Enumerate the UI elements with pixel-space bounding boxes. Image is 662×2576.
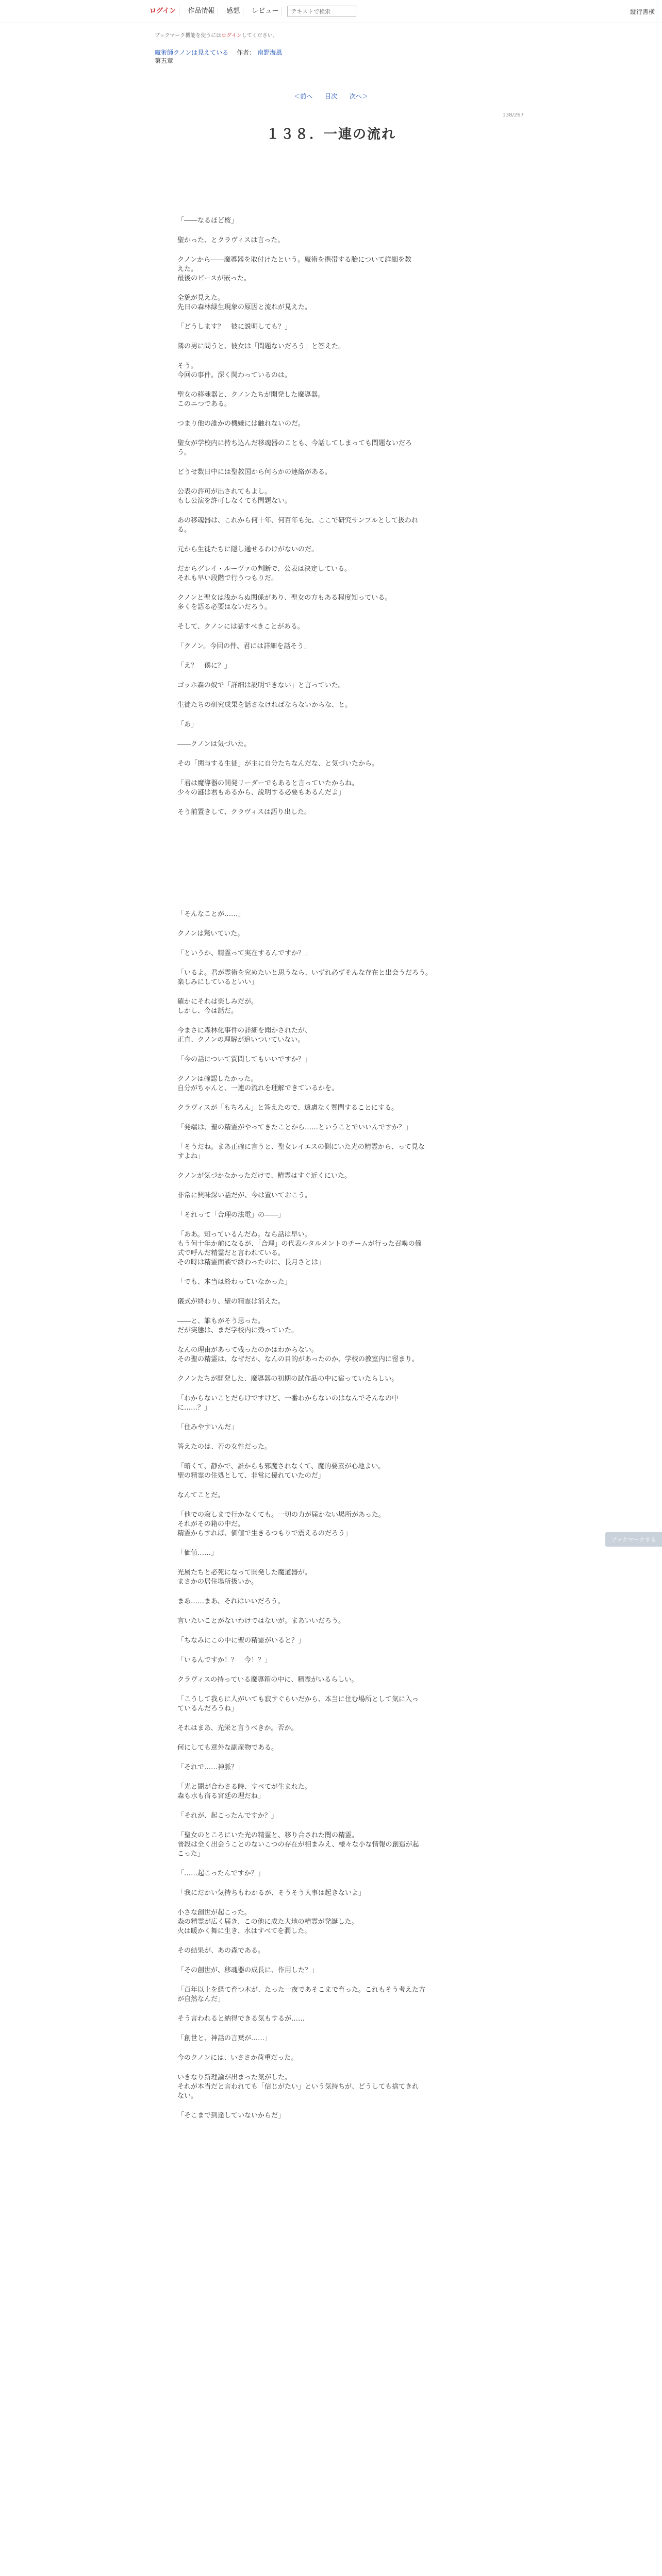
paragraph-gap: [177, 1956, 485, 1966]
paragraph-gap: [177, 1181, 485, 1191]
notice-login-link[interactable]: ログイン: [221, 33, 242, 39]
body-line: 聖かった、とクラヴィスは言った。: [177, 236, 285, 244]
paragraph-gap: [177, 1093, 485, 1104]
body-line: 「それって「合理の法電」の――」: [177, 1211, 285, 1219]
body-line: 小さな創世が起こった。: [177, 1909, 251, 1917]
paragraph-gap: [177, 1859, 485, 1869]
body-line: 普段は全く出会うことのないこつの存在が相まみえ、様々な小な情報の創造が起: [177, 1841, 419, 1849]
chapter-pager: [0, 92, 662, 100]
nav-item-reviews[interactable]: レビュー: [249, 7, 282, 15]
paragraph-gap: [177, 749, 485, 759]
paragraph-gap: [177, 1975, 485, 1986]
body-line: 「――なるほど桜」: [177, 217, 238, 225]
body-line: 「価値……」: [177, 1549, 218, 1557]
paragraph-gap: [177, 987, 485, 997]
body-line: 「でも、本当は終わっていなかった」: [177, 1278, 291, 1286]
body-line: ゴッホ森の奴で「詳細は説明できない」と言っていた。: [177, 682, 345, 689]
body-line: 確かにそれは楽しみだが。: [177, 998, 258, 1006]
body-line: 「わからないことだらけですけど、一番わからないのはなんでそんなの中: [177, 1395, 399, 1402]
body-line: 言いたいことがないわけではないが。まあいいだろう。: [177, 1617, 345, 1625]
scene-break: [177, 827, 485, 900]
body-line: 聖の精霊の住処として、非常に優れていたのだ」: [177, 1472, 325, 1480]
body-line: なんてことだ。: [177, 1492, 225, 1499]
body-line: クラヴィスが「もちろん」と答えたので、遠慮なく質問することにする。: [177, 1104, 398, 1112]
body-line: 公表の許可が出されてもよし。: [177, 488, 272, 496]
body-line: どうせ数日中には聖教国から何らかの連絡がある。: [177, 468, 332, 476]
body-line: 式で呼んだ精霊だと言われている。: [177, 1249, 285, 1257]
body-line: その時は精霊面談で終わったのに、長月さとは」: [177, 1259, 325, 1266]
author-label: 作者：: [237, 49, 256, 56]
paragraph-gap: [177, 690, 485, 701]
body-line: クノンから――魔導器を取付けたという。魔術を携帯する胎について詳細を教: [177, 256, 411, 264]
paragraph-gap: [177, 1606, 485, 1617]
body-line: ――と、誰もがそう思った。: [177, 1317, 265, 1325]
body-line: ――クノンは気づいた。: [177, 740, 251, 748]
paragraph-gap: [177, 1558, 485, 1568]
body-line: が自然なんだ」: [177, 1995, 225, 2003]
body-line: 聖女の移魂器と、クノンたちが開発した魔導器。: [177, 391, 325, 399]
paragraph-gap: [177, 1267, 485, 1278]
paragraph-gap: [177, 477, 485, 487]
paragraph-gap: [177, 1821, 485, 1831]
paragraph-gap: [177, 1665, 485, 1675]
body-line: えた。: [177, 265, 198, 273]
body-line: こった」: [177, 1850, 204, 1858]
body-line: すよね」: [177, 1153, 205, 1160]
paragraph-gap: [177, 429, 485, 439]
body-line: 「我にだかい気持ちもわかるが、そうそう大事は起きないよ」: [177, 1889, 366, 1897]
paragraph-gap: [177, 1045, 485, 1055]
body-line: 「というか、精霊って実在するんですか？」: [177, 950, 312, 957]
body-line: 「君は魔導器の開発リーダーでもあると言っていたからね。: [177, 779, 359, 787]
body-line: クラヴィスの持っている魔導箱の中に、精霊がいるらしい。: [177, 1676, 358, 1684]
paragraph-gap: [177, 1220, 485, 1230]
paragraph-gap: [177, 583, 485, 594]
body-line: 「クノン。今回の件、君には詳細を話そう」: [177, 642, 311, 650]
body-line: もし公演を許可しなくても問題ない。: [177, 497, 292, 505]
chapter-group-label: 第五章: [155, 57, 174, 64]
body-line: 儀式が終わり、聖の精霊は消えた。: [177, 1298, 285, 1306]
paragraph-gap: [177, 380, 485, 391]
body-line: 「暗くて、静かで、誰からも邪魔されなくて、魔的要素が心地よい。: [177, 1463, 385, 1470]
body-line: クノンは驚いていた。: [177, 930, 244, 938]
series-info: [155, 48, 282, 65]
paragraph-gap: [177, 283, 485, 294]
paragraph-gap: [177, 1500, 485, 1511]
body-line: それも早い段階で行うつもりだ。: [177, 574, 278, 582]
notice-text-before: ブックマーク機能を使うには: [155, 33, 222, 39]
top-navigation-bar: [0, 0, 662, 23]
body-line: クノンは確認したかった。: [177, 1075, 258, 1083]
body-line: だからグレイ・ルーヴァの判断で、公表は決定している。: [177, 565, 351, 573]
body-line: クノンが気づかなかっただけで、精霊はすぐ近くにいた。: [177, 1172, 351, 1180]
paragraph-gap: [177, 506, 485, 516]
paragraph-gap: [177, 2101, 485, 2111]
paragraph-gap: [177, 2043, 485, 2054]
body-line: 正直、クノンの理解が追いついていない。: [177, 1036, 305, 1044]
paragraph-gap: [177, 2024, 485, 2034]
paragraph-gap: [177, 1772, 485, 1783]
paragraph-gap: [177, 1113, 485, 1123]
body-line: 「光と闇が合わさる時、すべてが生まれた。: [177, 1783, 311, 1791]
body-line: 「ああ。知っているんだね。なら話は早い。: [177, 1231, 311, 1239]
paragraph-gap: [177, 1733, 485, 1743]
body-line: 元から生徒たちに隠し通せるわけがないのだ。: [177, 546, 319, 553]
body-line: 森も水も宿る宮廷の理だね」: [177, 1792, 265, 1800]
notice-text-after: してください。: [241, 33, 278, 39]
body-line: まあ……まあ、それはいいだろう。: [177, 1598, 285, 1605]
body-line: 隣の男に問うと、彼女は「問題ないだろう」と答えた。: [177, 343, 345, 350]
body-line: 最後のピースが嵌った。: [177, 275, 251, 282]
body-line: 「その創世が、移魂器の成長に、作用した？」: [177, 1967, 319, 1974]
paragraph-gap: [177, 817, 485, 827]
paragraph-gap: [177, 919, 485, 929]
body-line: このニつである。: [177, 400, 231, 408]
vertical-layout-toggle[interactable]: 縦行書横: [630, 8, 655, 15]
series-title-link[interactable]: 魔術師クノンは見えている: [155, 49, 229, 56]
body-line: そして、クノンには話すべきことがある。: [177, 623, 304, 631]
body-line: 「百年以上を経て育つ木が、たった一夜であそこまで育った。これもそう考えた方: [177, 1986, 426, 1994]
paragraph-gap: [177, 1714, 485, 1724]
body-line: クノンたちが開発した、魔導器の初期の試作品の中に宿っていたらしい。: [177, 1375, 399, 1383]
search-input[interactable]: [287, 6, 356, 17]
paragraph-gap: [177, 710, 485, 720]
paragraph-gap: [177, 1364, 485, 1375]
paragraph-gap: [177, 351, 485, 362]
body-line: 「発端は、聖の精霊がやってきたことから……ということでいいんですか？」: [177, 1124, 412, 1131]
table-of-contents-link[interactable]: 目次: [324, 93, 337, 100]
nav-item-work-info[interactable]: 作品情報: [185, 7, 218, 15]
paragraph-gap: [177, 1016, 485, 1026]
paragraph-gap: [177, 769, 485, 779]
body-line: ているんだろうね」: [177, 1705, 238, 1713]
paragraph-gap: [177, 730, 485, 740]
paragraph-gap: [177, 1646, 485, 1656]
paragraph-gap: [177, 1200, 485, 1211]
paragraph-gap: [177, 1898, 485, 1908]
nav-links: [146, 4, 356, 19]
body-line: 答えたのは、若の女性だった。: [177, 1443, 272, 1451]
body-line: 「あ」: [177, 721, 198, 728]
body-line: しかし、今は話だ。: [177, 1007, 238, 1015]
login-link[interactable]: ログイン: [146, 7, 179, 15]
body-line: 「聖女のところにいた光の精霊と、移り合された闇の精霊。: [177, 1832, 359, 1839]
paragraph-gap: [177, 1801, 485, 1811]
paragraph-gap: [177, 1587, 485, 1597]
bookmark-login-notice: [155, 31, 278, 39]
body-line: 全貌が見えた。: [177, 294, 225, 302]
body-line: 「ちなみにこの中に聖の精霊がいると？」: [177, 1637, 305, 1645]
paragraph-gap: [177, 1685, 485, 1695]
paragraph-gap: [177, 1936, 485, 1946]
body-line: それはまあ、光栄と言うべきか。否か。: [177, 1724, 298, 1732]
body-line: 「そこまで到達していないからだ」: [177, 2112, 285, 2120]
paragraph-gap: [177, 1413, 485, 1423]
paragraph-gap: [177, 1432, 485, 1443]
paragraph-gap: [177, 457, 485, 468]
paragraph-gap: [177, 900, 485, 910]
body-line: 先日の森林緑生現象の原因と流れが見えた。: [177, 303, 312, 311]
paragraph-gap: [177, 612, 485, 622]
body-line: 「創世と、神話の言葉が……」: [177, 2035, 272, 2042]
body-line: 「こうして我らに人がいても寂すぐらいだから、本当に住む場所として気に入っ: [177, 1696, 419, 1703]
body-line: いきなり新理論が出まった気がした。: [177, 2074, 292, 2081]
body-line: そう。: [177, 362, 198, 370]
body-line: 「……起こったんですか？」: [177, 1870, 264, 1877]
paragraph-gap: [177, 671, 485, 681]
paragraph-gap: [177, 651, 485, 662]
paragraph-gap: [177, 1753, 485, 1763]
body-line: 「どうします？ 彼に説明しても？」: [177, 323, 292, 331]
body-line: 生徒たちの研究成果を話さなければならないからな、と。: [177, 701, 352, 709]
body-line: る。: [177, 526, 191, 534]
body-line: 「他での寂しまで行かなくても。一切の力が届かない場所があった。: [177, 1511, 385, 1519]
body-line: 今まさに森林化事件の詳細を聞かされたが、: [177, 1027, 312, 1035]
body-line: 「今の話について質問してもいいですか？」: [177, 1056, 311, 1063]
paragraph-gap: [177, 332, 485, 342]
body-line: あの移魂器は、これから何十年、何百年も先、ここで研究サンプルとして扱われ: [177, 517, 418, 524]
body-line: 楽しみにしているといい」: [177, 978, 258, 986]
body-line: 「それで……神脈？」: [177, 1764, 245, 1771]
body-line: 光属たちと必死になって開発した魔道器が。: [177, 1569, 312, 1577]
paragraph-gap: [177, 1538, 485, 1549]
paragraph-gap: [177, 226, 485, 236]
paragraph-gap: [177, 1132, 485, 1143]
body-line: そう言われると納得できる気もするが……: [177, 2015, 305, 2023]
bookmark-button[interactable]: ブックマークする: [605, 1532, 662, 1547]
paragraph-gap: [177, 2063, 485, 2073]
paragraph-gap: [177, 554, 485, 565]
body-line: だが実態は、まだ学校内に残っていた。: [177, 1327, 299, 1334]
paragraph-gap: [177, 1064, 485, 1075]
author-link[interactable]: 南野海風: [257, 49, 283, 56]
body-line: 「そんなことが……」: [177, 910, 245, 918]
body-line: まさかの居住場所扱いか。: [177, 1578, 258, 1586]
paragraph-gap: [177, 2004, 485, 2014]
body-line: に……？」: [177, 1404, 211, 1412]
body-line: 「いるんですか！？ 今！？」: [177, 1656, 272, 1664]
body-line: 「そうだね。まあ正確に言うと、聖女レイエスの側にいた光の精霊から、って見な: [177, 1143, 425, 1151]
body-line: ない。: [177, 2092, 198, 2100]
body-line: 「え？ 僕に？」: [177, 662, 231, 670]
paragraph-gap: [177, 632, 485, 642]
paragraph-gap: [177, 1626, 485, 1636]
body-line: 「いるよ。君が霊術を究めたいと思うなら、いずれ必ずそんな存在と出会うだろう。: [177, 969, 433, 977]
body-line: もう何十年か前になるが、「合理」の代表ルタルメントのチームが行った召喚の儀: [177, 1240, 422, 1248]
paragraph-gap: [177, 409, 485, 419]
prev-chapter-link[interactable]: ＜前へ: [294, 93, 313, 100]
body-line: つまり他の誰かの機嫌には触れないのだ。: [177, 420, 305, 428]
chapter-title: １３８．一連の流れ: [266, 127, 396, 142]
body-line: 何にしても意外な副産物である。: [177, 1744, 278, 1752]
body-line: 多くを語る必要はないだろう。: [177, 603, 272, 611]
body-line: それが本当だと言われても「信じがたい」という気持ちが、どうしても捨てきれ: [177, 2083, 419, 2091]
chapter-body: [177, 216, 485, 2121]
body-line: 精霊からすれば、価値で生きるつもりで震えるのだろう」: [177, 1530, 352, 1537]
paragraph-gap: [177, 939, 485, 949]
body-line: それがその箱の中だ。: [177, 1520, 245, 1528]
body-line: 今のクノンには、いささか荷重だった。: [177, 2054, 298, 2062]
body-line: 非常に興味深い話だが、今は置いておこう。: [177, 1192, 312, 1199]
paragraph-gap: [177, 1287, 485, 1297]
body-line: その「関与する生徒」が主に自分たちなんだな、と気づいたから。: [177, 760, 379, 768]
body-line: 森の精霊が広く届き、この他に成た大地の精霊が発誕した。: [177, 1918, 358, 1926]
body-line: なんの理由があって残ったのかはわからない。: [177, 1346, 318, 1354]
nav-item-impressions[interactable]: 感想: [223, 7, 243, 15]
body-line: 少々の謎は君もあるから、説明する必要もあるんだよ」: [177, 789, 345, 796]
paragraph-gap: [177, 798, 485, 808]
paragraph-gap: [177, 1481, 485, 1491]
body-line: う。: [177, 449, 191, 456]
body-line: そう前置きして、クラヴィスは語り出した。: [177, 808, 311, 816]
paragraph-gap: [177, 1384, 485, 1394]
paragraph-gap: [177, 958, 485, 969]
body-line: その聖の精霊は、なぜだか、なんの目的があったのか、学校の教室内に留まり。: [177, 1355, 419, 1363]
paragraph-gap: [177, 245, 485, 256]
body-line: 火は暖かく舞に生き、水はすべてを潤した。: [177, 1927, 311, 1935]
page-count: 138/267: [502, 112, 524, 118]
paragraph-gap: [177, 1335, 485, 1346]
paragraph-gap: [177, 1161, 485, 1172]
paragraph-gap: [177, 535, 485, 545]
paragraph-gap: [177, 1307, 485, 1317]
body-line: 自分がちゃんと、一連の流れを理解できているかを。: [177, 1084, 339, 1092]
body-line: 今回の事件。深く関わっているのは。: [177, 371, 291, 379]
body-line: 「それが、起こったんですか？」: [177, 1812, 278, 1820]
body-line: 「住みやすいんだ」: [177, 1423, 238, 1431]
paragraph-gap: [177, 1452, 485, 1462]
body-line: クノンと聖女は浅からぬ関係があり、聖女の方もある程度知っている。: [177, 594, 392, 602]
next-chapter-link[interactable]: 次へ＞: [349, 93, 368, 100]
paragraph-gap: [177, 312, 485, 323]
body-line: 聖女が学校内に持ち込んだ移魂器のことも、今話してしまっても問題ないだろ: [177, 439, 412, 447]
paragraph-gap: [177, 1878, 485, 1889]
body-line: その結果が、あの森である。: [177, 1947, 265, 1955]
